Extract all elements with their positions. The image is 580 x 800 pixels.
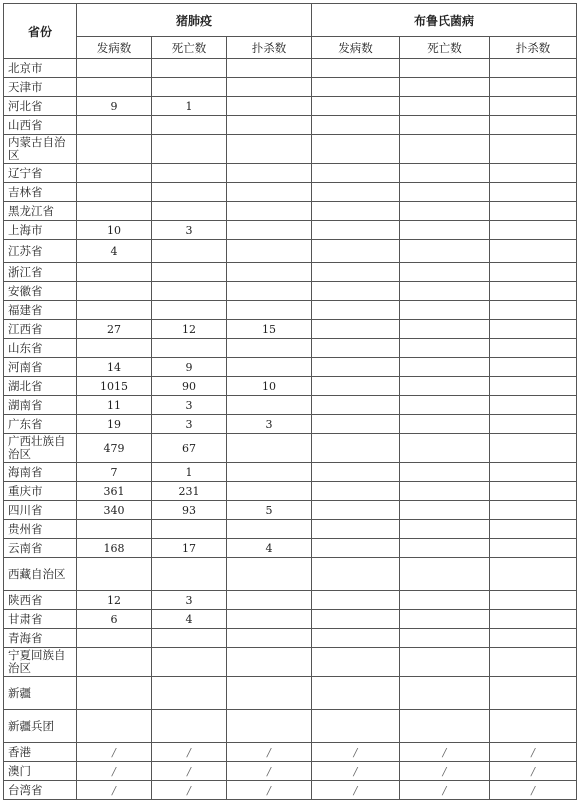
value-cell bbox=[77, 135, 152, 164]
value-cell bbox=[490, 610, 577, 629]
value-cell: / bbox=[490, 781, 577, 800]
value-cell bbox=[490, 358, 577, 377]
value-cell: 6 bbox=[77, 610, 152, 629]
value-cell bbox=[312, 434, 400, 463]
province-name: 澳门 bbox=[4, 762, 77, 781]
province-name: 黑龙江省 bbox=[4, 202, 77, 221]
value-cell: / bbox=[400, 762, 490, 781]
value-cell bbox=[400, 463, 490, 482]
value-cell bbox=[400, 648, 490, 677]
value-cell bbox=[227, 78, 312, 97]
value-cell: / bbox=[312, 743, 400, 762]
value-cell bbox=[312, 59, 400, 78]
value-cell bbox=[400, 539, 490, 558]
table-row bbox=[4, 743, 577, 762]
table-row bbox=[4, 629, 577, 648]
value-cell: / bbox=[77, 762, 152, 781]
table-row bbox=[4, 463, 577, 482]
table-row bbox=[4, 221, 577, 240]
value-cell bbox=[490, 59, 577, 78]
value-cell bbox=[227, 301, 312, 320]
value-cell: 3 bbox=[152, 396, 227, 415]
table-row bbox=[4, 240, 577, 263]
value-cell bbox=[490, 339, 577, 358]
value-cell bbox=[400, 320, 490, 339]
province-name: 辽宁省 bbox=[4, 164, 77, 183]
value-cell bbox=[400, 396, 490, 415]
value-cell: 1 bbox=[152, 463, 227, 482]
value-cell bbox=[77, 648, 152, 677]
value-cell: 93 bbox=[152, 501, 227, 520]
value-cell bbox=[152, 240, 227, 263]
value-cell bbox=[490, 183, 577, 202]
value-cell bbox=[400, 591, 490, 610]
table-row bbox=[4, 781, 577, 800]
value-cell bbox=[400, 135, 490, 164]
province-name: 云南省 bbox=[4, 539, 77, 558]
table-row bbox=[4, 648, 577, 677]
value-cell bbox=[77, 202, 152, 221]
province-name: 江苏省 bbox=[4, 240, 77, 263]
table-row bbox=[4, 591, 577, 610]
table-row bbox=[4, 539, 577, 558]
value-cell bbox=[77, 78, 152, 97]
value-cell: / bbox=[152, 762, 227, 781]
value-cell bbox=[490, 164, 577, 183]
value-cell bbox=[227, 677, 312, 710]
value-cell bbox=[490, 520, 577, 539]
value-cell: 10 bbox=[77, 221, 152, 240]
value-cell bbox=[152, 59, 227, 78]
province-name: 山西省 bbox=[4, 116, 77, 135]
value-cell: / bbox=[152, 743, 227, 762]
province-name: 新疆兵团 bbox=[4, 710, 77, 743]
value-cell bbox=[227, 202, 312, 221]
value-cell bbox=[490, 221, 577, 240]
value-cell: 1015 bbox=[77, 377, 152, 396]
province-name: 台湾省 bbox=[4, 781, 77, 800]
value-cell bbox=[77, 520, 152, 539]
value-cell: 90 bbox=[152, 377, 227, 396]
value-cell bbox=[77, 116, 152, 135]
value-cell bbox=[227, 164, 312, 183]
value-cell bbox=[77, 183, 152, 202]
province-name: 江西省 bbox=[4, 320, 77, 339]
value-cell bbox=[400, 263, 490, 282]
value-cell bbox=[490, 710, 577, 743]
value-cell: 12 bbox=[77, 591, 152, 610]
value-cell: 67 bbox=[152, 434, 227, 463]
value-cell bbox=[227, 591, 312, 610]
value-cell bbox=[312, 539, 400, 558]
value-cell bbox=[152, 629, 227, 648]
value-cell bbox=[77, 59, 152, 78]
value-cell bbox=[227, 97, 312, 116]
value-cell bbox=[490, 301, 577, 320]
value-cell bbox=[152, 202, 227, 221]
province-name: 吉林省 bbox=[4, 183, 77, 202]
province-name: 甘肃省 bbox=[4, 610, 77, 629]
value-cell: 361 bbox=[77, 482, 152, 501]
value-cell: / bbox=[490, 762, 577, 781]
value-cell bbox=[400, 183, 490, 202]
value-cell bbox=[490, 629, 577, 648]
table-row bbox=[4, 358, 577, 377]
province-name: 内蒙古自治区 bbox=[4, 135, 77, 164]
value-cell bbox=[400, 610, 490, 629]
brucellosis-cases-header: 发病数 bbox=[312, 37, 400, 59]
value-cell bbox=[77, 301, 152, 320]
province-name: 贵州省 bbox=[4, 520, 77, 539]
value-cell bbox=[490, 482, 577, 501]
value-cell bbox=[400, 116, 490, 135]
province-name: 广西壮族自治区 bbox=[4, 434, 77, 463]
value-cell bbox=[312, 116, 400, 135]
value-cell bbox=[227, 558, 312, 591]
value-cell bbox=[312, 78, 400, 97]
value-cell: / bbox=[77, 743, 152, 762]
value-cell: / bbox=[400, 781, 490, 800]
province-name: 河南省 bbox=[4, 358, 77, 377]
table-row bbox=[4, 558, 577, 591]
value-cell bbox=[400, 677, 490, 710]
province-name: 湖北省 bbox=[4, 377, 77, 396]
value-cell bbox=[152, 116, 227, 135]
value-cell bbox=[490, 97, 577, 116]
value-cell bbox=[312, 135, 400, 164]
value-cell: 14 bbox=[77, 358, 152, 377]
province-name: 湖南省 bbox=[4, 396, 77, 415]
value-cell bbox=[227, 482, 312, 501]
value-cell bbox=[152, 135, 227, 164]
value-cell: 3 bbox=[227, 415, 312, 434]
value-cell bbox=[227, 358, 312, 377]
value-cell bbox=[490, 135, 577, 164]
value-cell bbox=[312, 358, 400, 377]
province-name: 四川省 bbox=[4, 501, 77, 520]
value-cell bbox=[227, 463, 312, 482]
table-row bbox=[4, 183, 577, 202]
province-name: 陕西省 bbox=[4, 591, 77, 610]
value-cell bbox=[77, 339, 152, 358]
value-cell bbox=[312, 591, 400, 610]
value-cell bbox=[227, 629, 312, 648]
value-cell bbox=[312, 183, 400, 202]
value-cell: 11 bbox=[77, 396, 152, 415]
value-cell bbox=[490, 434, 577, 463]
value-cell: 4 bbox=[77, 240, 152, 263]
province-name: 上海市 bbox=[4, 221, 77, 240]
table-row bbox=[4, 610, 577, 629]
value-cell: 3 bbox=[152, 221, 227, 240]
value-cell bbox=[400, 282, 490, 301]
value-cell: / bbox=[400, 743, 490, 762]
value-cell bbox=[227, 434, 312, 463]
value-cell bbox=[312, 377, 400, 396]
value-cell bbox=[152, 520, 227, 539]
province-name: 山东省 bbox=[4, 339, 77, 358]
value-cell: 9 bbox=[77, 97, 152, 116]
value-cell bbox=[227, 183, 312, 202]
value-cell bbox=[312, 320, 400, 339]
swine-culled-header: 扑杀数 bbox=[227, 37, 312, 59]
value-cell bbox=[227, 221, 312, 240]
table-row bbox=[4, 434, 577, 463]
value-cell: / bbox=[77, 781, 152, 800]
value-cell bbox=[400, 78, 490, 97]
value-cell bbox=[312, 240, 400, 263]
value-cell bbox=[400, 482, 490, 501]
value-cell bbox=[490, 202, 577, 221]
value-cell bbox=[77, 263, 152, 282]
value-cell bbox=[152, 558, 227, 591]
province-name: 宁夏回族自治区 bbox=[4, 648, 77, 677]
value-cell bbox=[490, 415, 577, 434]
value-cell bbox=[490, 396, 577, 415]
value-cell bbox=[227, 282, 312, 301]
value-cell bbox=[490, 677, 577, 710]
value-cell bbox=[490, 539, 577, 558]
value-cell: 17 bbox=[152, 539, 227, 558]
value-cell: 4 bbox=[152, 610, 227, 629]
swine-cases-header: 发病数 bbox=[77, 37, 152, 59]
value-cell bbox=[77, 629, 152, 648]
value-cell bbox=[490, 263, 577, 282]
value-cell bbox=[400, 59, 490, 78]
table-row bbox=[4, 282, 577, 301]
value-cell bbox=[400, 358, 490, 377]
value-cell: 231 bbox=[152, 482, 227, 501]
value-cell bbox=[77, 282, 152, 301]
province-name: 天津市 bbox=[4, 78, 77, 97]
value-cell bbox=[152, 710, 227, 743]
value-cell bbox=[312, 396, 400, 415]
table-row bbox=[4, 377, 577, 396]
value-cell: 168 bbox=[77, 539, 152, 558]
value-cell bbox=[152, 78, 227, 97]
value-cell: / bbox=[152, 781, 227, 800]
value-cell bbox=[400, 301, 490, 320]
value-cell bbox=[490, 648, 577, 677]
value-cell: 5 bbox=[227, 501, 312, 520]
value-cell bbox=[227, 339, 312, 358]
value-cell bbox=[152, 282, 227, 301]
value-cell bbox=[312, 339, 400, 358]
value-cell bbox=[400, 415, 490, 434]
table-row bbox=[4, 520, 577, 539]
value-cell: 340 bbox=[77, 501, 152, 520]
table-row bbox=[4, 116, 577, 135]
table-row bbox=[4, 501, 577, 520]
table-row bbox=[4, 339, 577, 358]
value-cell bbox=[490, 558, 577, 591]
value-cell bbox=[400, 501, 490, 520]
value-cell: / bbox=[227, 781, 312, 800]
table-row bbox=[4, 396, 577, 415]
header-row-group bbox=[4, 4, 577, 37]
value-cell: / bbox=[227, 762, 312, 781]
value-cell bbox=[227, 240, 312, 263]
table-row bbox=[4, 482, 577, 501]
value-cell bbox=[312, 415, 400, 434]
value-cell bbox=[312, 282, 400, 301]
value-cell bbox=[400, 520, 490, 539]
value-cell bbox=[152, 648, 227, 677]
value-cell bbox=[152, 183, 227, 202]
value-cell bbox=[227, 710, 312, 743]
value-cell bbox=[312, 482, 400, 501]
value-cell bbox=[227, 610, 312, 629]
value-cell bbox=[227, 59, 312, 78]
value-cell bbox=[227, 520, 312, 539]
province-name: 青海省 bbox=[4, 629, 77, 648]
value-cell bbox=[227, 116, 312, 135]
table-row bbox=[4, 415, 577, 434]
province-header: 省份 bbox=[4, 4, 77, 59]
value-cell bbox=[400, 558, 490, 591]
province-name: 安徽省 bbox=[4, 282, 77, 301]
value-cell bbox=[490, 591, 577, 610]
value-cell: 3 bbox=[152, 591, 227, 610]
value-cell bbox=[77, 164, 152, 183]
province-name: 广东省 bbox=[4, 415, 77, 434]
value-cell: / bbox=[227, 743, 312, 762]
value-cell bbox=[312, 648, 400, 677]
value-cell: 4 bbox=[227, 539, 312, 558]
value-cell bbox=[312, 164, 400, 183]
value-cell bbox=[400, 710, 490, 743]
value-cell bbox=[490, 116, 577, 135]
value-cell bbox=[152, 339, 227, 358]
value-cell: 19 bbox=[77, 415, 152, 434]
value-cell bbox=[227, 396, 312, 415]
value-cell bbox=[312, 520, 400, 539]
table-row bbox=[4, 202, 577, 221]
value-cell: 7 bbox=[77, 463, 152, 482]
table-row bbox=[4, 78, 577, 97]
value-cell bbox=[400, 629, 490, 648]
value-cell: 15 bbox=[227, 320, 312, 339]
table-row bbox=[4, 762, 577, 781]
value-cell bbox=[490, 282, 577, 301]
value-cell bbox=[400, 240, 490, 263]
value-cell bbox=[400, 221, 490, 240]
table-row bbox=[4, 263, 577, 282]
value-cell bbox=[400, 164, 490, 183]
value-cell bbox=[227, 135, 312, 164]
table-row bbox=[4, 164, 577, 183]
value-cell bbox=[312, 610, 400, 629]
province-name: 新疆 bbox=[4, 677, 77, 710]
province-name: 西藏自治区 bbox=[4, 558, 77, 591]
value-cell: / bbox=[490, 743, 577, 762]
province-name: 福建省 bbox=[4, 301, 77, 320]
table-row bbox=[4, 320, 577, 339]
value-cell bbox=[490, 501, 577, 520]
value-cell bbox=[312, 202, 400, 221]
value-cell bbox=[400, 377, 490, 396]
value-cell bbox=[312, 463, 400, 482]
value-cell bbox=[490, 377, 577, 396]
value-cell bbox=[490, 78, 577, 97]
table-row bbox=[4, 97, 577, 116]
value-cell bbox=[227, 648, 312, 677]
province-name: 河北省 bbox=[4, 97, 77, 116]
header-row-sub bbox=[4, 37, 577, 59]
province-name: 北京市 bbox=[4, 59, 77, 78]
value-cell bbox=[490, 320, 577, 339]
value-cell bbox=[312, 558, 400, 591]
value-cell bbox=[152, 164, 227, 183]
table-row bbox=[4, 301, 577, 320]
brucellosis-deaths-header: 死亡数 bbox=[400, 37, 490, 59]
brucellosis-header: 布鲁氏菌病 bbox=[312, 4, 577, 37]
table-row bbox=[4, 59, 577, 78]
value-cell: 1 bbox=[152, 97, 227, 116]
table-body bbox=[4, 59, 577, 800]
brucellosis-culled-header: 扑杀数 bbox=[490, 37, 577, 59]
value-cell bbox=[77, 677, 152, 710]
value-cell bbox=[77, 558, 152, 591]
value-cell: 9 bbox=[152, 358, 227, 377]
value-cell: / bbox=[312, 781, 400, 800]
value-cell bbox=[77, 710, 152, 743]
value-cell bbox=[152, 301, 227, 320]
province-name: 重庆市 bbox=[4, 482, 77, 501]
province-name: 海南省 bbox=[4, 463, 77, 482]
value-cell: 27 bbox=[77, 320, 152, 339]
value-cell: / bbox=[312, 762, 400, 781]
value-cell bbox=[312, 301, 400, 320]
value-cell bbox=[312, 501, 400, 520]
value-cell bbox=[490, 240, 577, 263]
swine-plague-header: 猪肺疫 bbox=[77, 4, 312, 37]
value-cell bbox=[312, 263, 400, 282]
table-row bbox=[4, 710, 577, 743]
table-row bbox=[4, 677, 577, 710]
value-cell bbox=[312, 629, 400, 648]
value-cell bbox=[400, 434, 490, 463]
table-row bbox=[4, 135, 577, 164]
value-cell bbox=[227, 263, 312, 282]
value-cell bbox=[400, 202, 490, 221]
value-cell bbox=[490, 463, 577, 482]
value-cell bbox=[312, 710, 400, 743]
value-cell: 12 bbox=[152, 320, 227, 339]
disease-report-table bbox=[3, 3, 577, 800]
value-cell bbox=[400, 339, 490, 358]
value-cell bbox=[312, 221, 400, 240]
value-cell: 10 bbox=[227, 377, 312, 396]
swine-deaths-header: 死亡数 bbox=[152, 37, 227, 59]
value-cell bbox=[312, 97, 400, 116]
value-cell bbox=[312, 677, 400, 710]
value-cell: 479 bbox=[77, 434, 152, 463]
value-cell bbox=[152, 263, 227, 282]
province-name: 香港 bbox=[4, 743, 77, 762]
province-name: 浙江省 bbox=[4, 263, 77, 282]
value-cell bbox=[400, 97, 490, 116]
value-cell: 3 bbox=[152, 415, 227, 434]
value-cell bbox=[152, 677, 227, 710]
